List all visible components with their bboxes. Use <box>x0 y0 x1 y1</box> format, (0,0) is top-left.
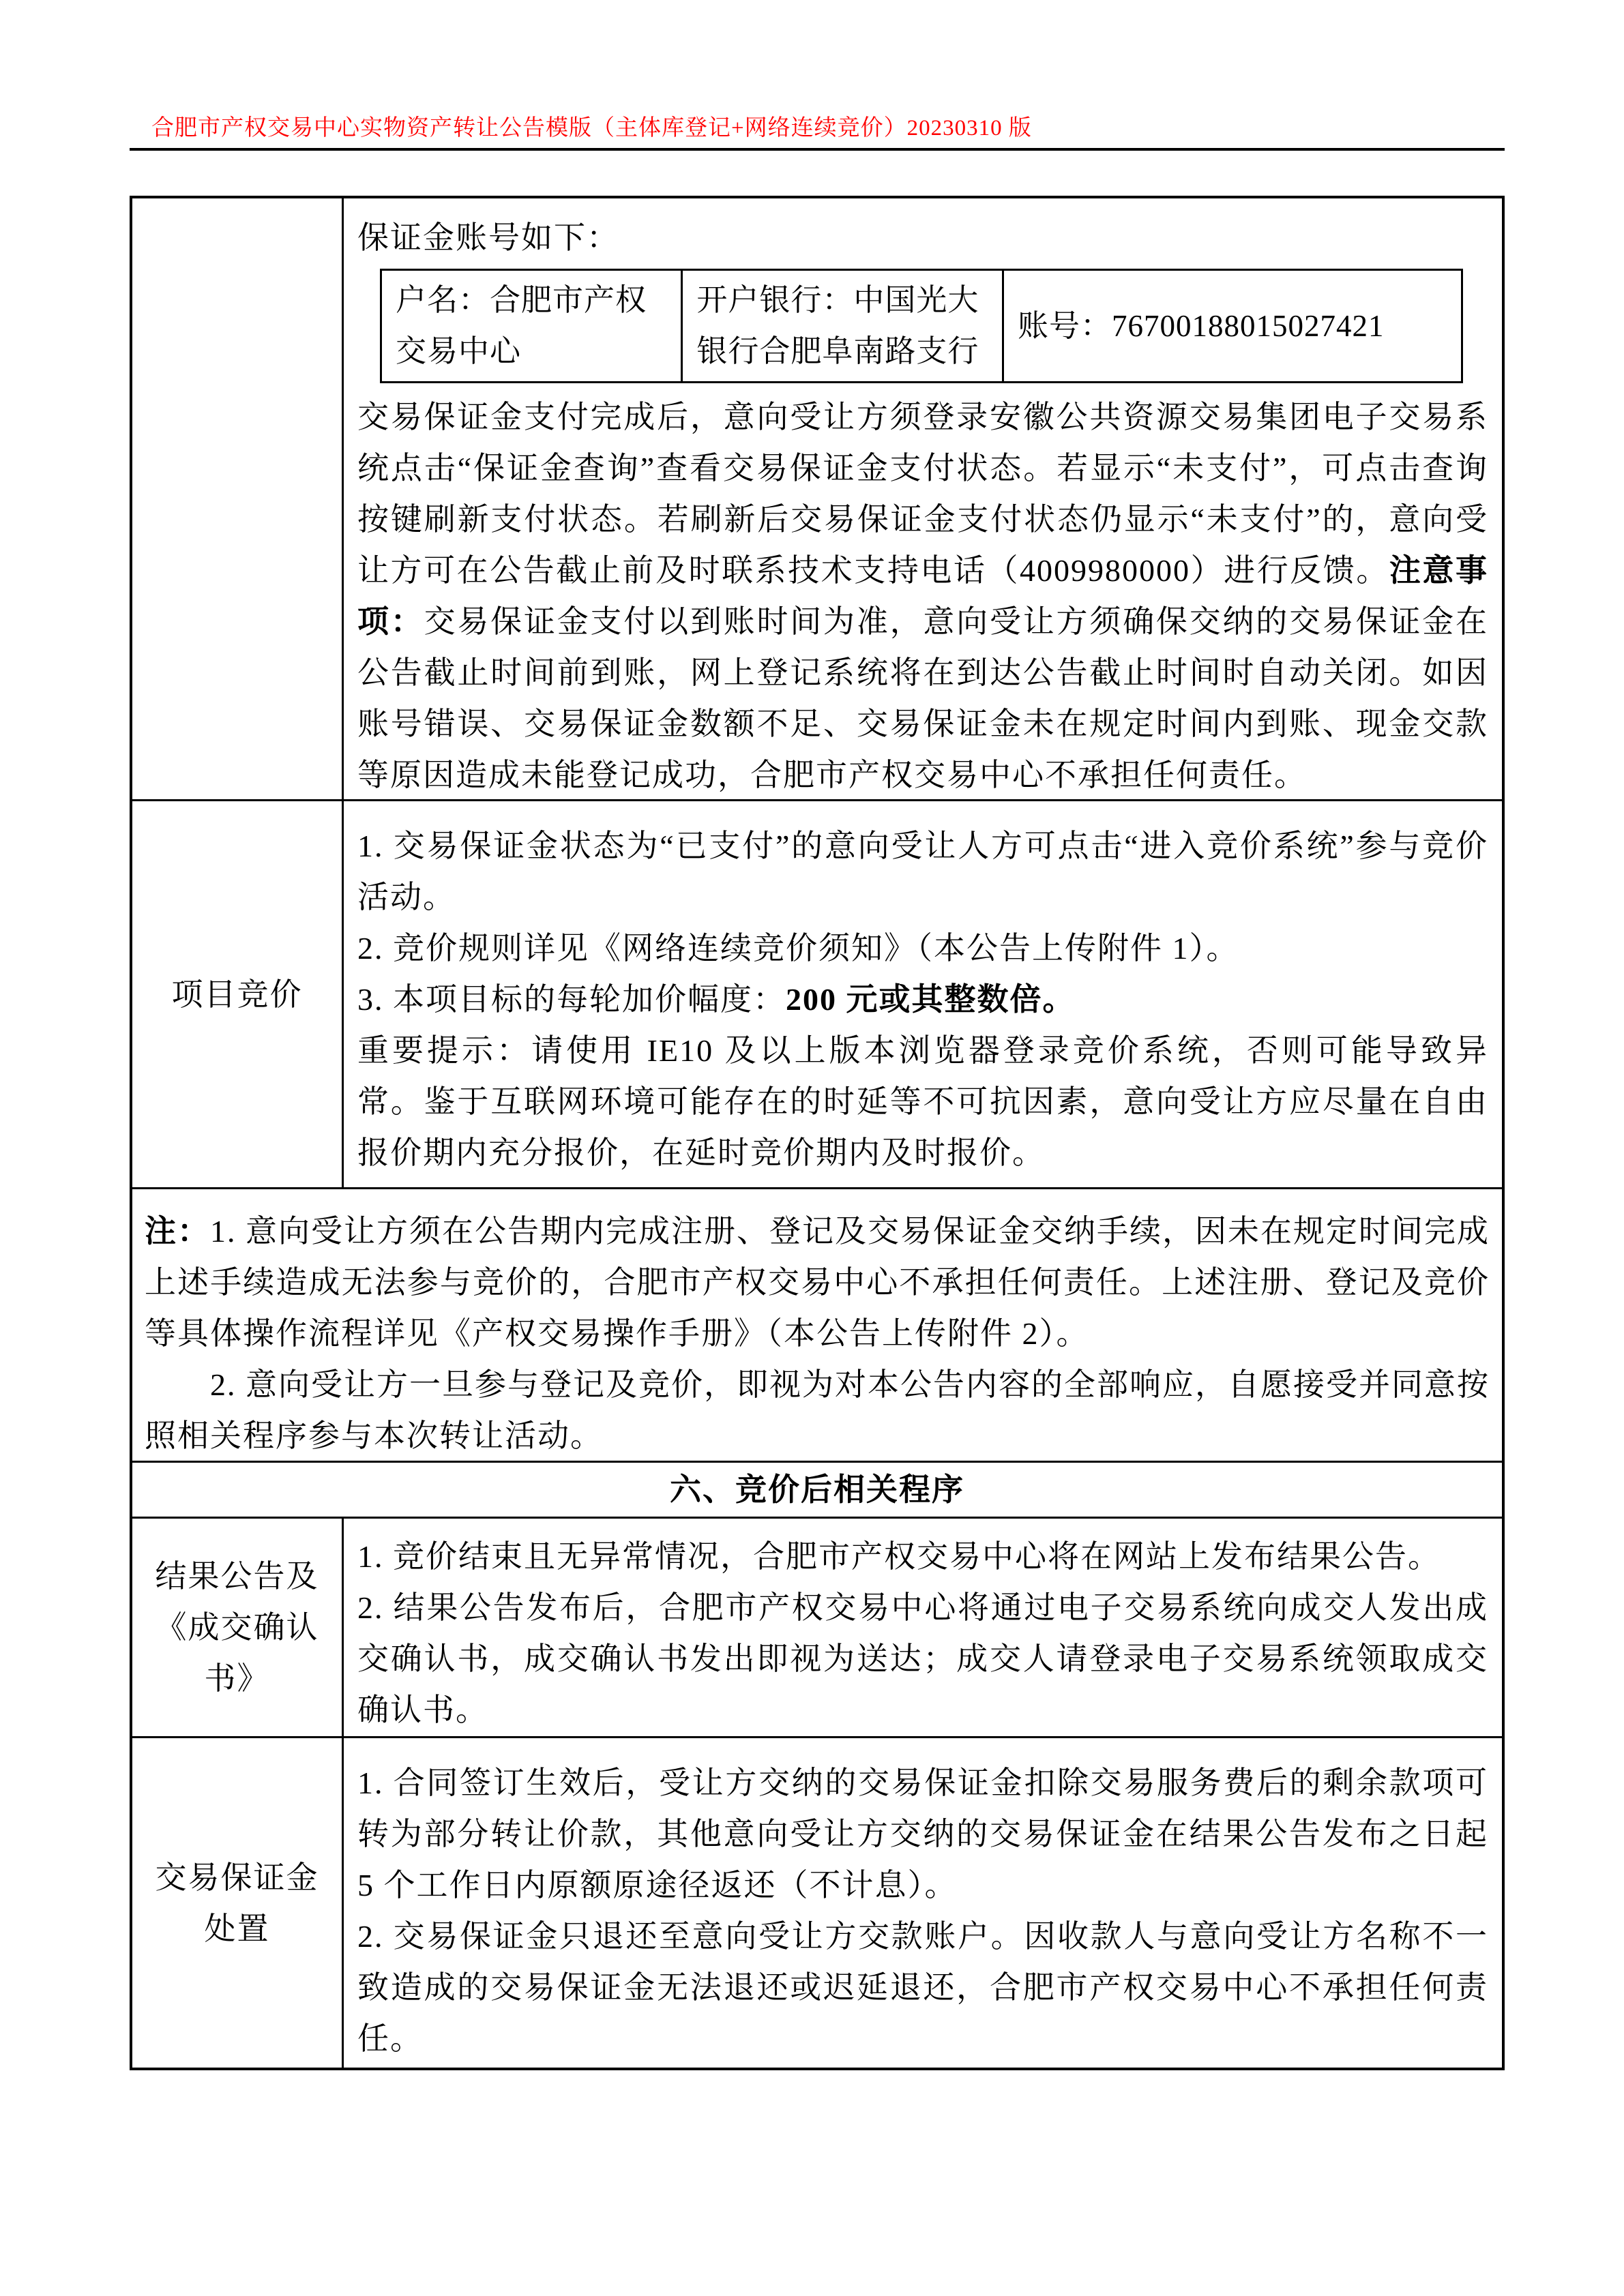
bidding-item-3-increment: 200 元或其整数倍。 <box>786 982 1076 1017</box>
row-deposit-disposal-header <box>132 1738 344 2068</box>
row-deposit-account <box>132 198 1502 799</box>
row-deposit-disposal-content <box>344 1738 1502 2068</box>
disposal-header-line-1: 交易保证金 <box>155 1860 319 1895</box>
result-item-1: 1. 竞价结束且无异常情况，合肥市产权交易中心将在网站上发布结果公告。 <box>357 1539 1441 1574</box>
row-project-bidding-header <box>132 801 344 1187</box>
note-paragraph-2: 2. 意向受让方一旦参与登记及竞价，即视为对本公告内容的全部响应，自愿接受并同意按照相关程序参与本次转让活动。 <box>145 1367 1490 1453</box>
bank-account-bank-cell: 开户银行：中国光大银行合肥阜南路支行 <box>682 270 1003 383</box>
announcement-table <box>130 196 1505 2070</box>
note-label: 注： <box>145 1214 210 1249</box>
row-section-heading <box>132 1461 1502 1517</box>
document-header-title: 合肥市产权交易中心实物资产转让公告模版（主体库登记+网络连续竞价）20230310 版 <box>151 116 1032 140</box>
disposal-header-line-2: 处置 <box>204 1911 270 1946</box>
result-header-line-1: 结果公告及 <box>155 1559 319 1594</box>
bank-account-holder-cell: 户名：合肥市产权交易中心 <box>381 270 682 383</box>
bidding-item-2: 2. 竞价规则详见《网络连续竞价须知》（本公告上传附件 1）。 <box>357 931 1239 966</box>
row-deposit-disposal <box>132 1736 1502 2068</box>
bank-account-table-row <box>381 270 1462 383</box>
row-result-announcement-content <box>344 1519 1502 1736</box>
result-item-2: 2. 结果公告发布后，合肥市产权交易中心将通过电子交易系统向成交人发出成交确认书，成交确认书发出即视为送达；成交人请登录电子交易系统领取成交确认书。 <box>357 1590 1488 1727</box>
row-deposit-account-header-empty <box>132 198 344 801</box>
result-header-line-2: 《成交确认 <box>155 1610 319 1645</box>
bank-account-number-cell: 账号：76700188015027421 <box>1003 270 1462 383</box>
bidding-item-1: 1. 交易保证金状态为“已支付”的意向受让人方可点击“进入竞价系统”参与竞价活动。 <box>357 829 1488 914</box>
bank-account-table <box>380 269 1463 383</box>
note-text-1: 1. 意向受让方须在公告期内完成注册、登记及交易保证金交纳手续，因未在规定时间完成上述手续造成无法参与竞价的，合肥市产权交易中心不承担任何责任。上述注册、登记及竞价等具体操作流程详见《产权交易操作手册》（本公告上传附件 2）。 <box>145 1214 1490 1351</box>
row-note <box>132 1187 1502 1461</box>
deposit-payment-text: 交易保证金支付完成后，意向受让方须登录安徽公共资源交易集团电子交易系统点击“保证金查询”查看交易保证金支付状态。若显示“未支付”，可点击查询按键刷新支付状态。若刷新后交易保证金支付状态仍显示“未支付”的，意向受让方可在公告截止前及时联系技术支持电话（4009980000）进行反馈。 <box>357 400 1488 588</box>
deposit-notice-label: 注意事项： <box>357 553 1489 639</box>
header-rule <box>130 148 1505 151</box>
note-paragraph-1 <box>145 1206 1490 1359</box>
bidding-item-3-prefix: 3. 本项目标的每轮加价幅度： <box>357 982 786 1017</box>
deposit-account-intro: 保证金账号如下： <box>357 220 619 255</box>
row-deposit-account-content <box>344 198 1502 801</box>
deposit-payment-paragraph <box>357 391 1488 801</box>
disposal-item-1: 1. 合同签订生效后，受让方交纳的交易保证金扣除交易服务费后的剩余款项可转为部分转让价款，其他意向受让方交纳的交易保证金在结果公告发布之日起 5 个工作日内原额原途径返还（不计息）。 <box>357 1765 1488 1903</box>
row-project-bidding-header-label: 项目竞价 <box>171 976 303 1012</box>
deposit-notice-text: 交易保证金支付以到账时间为准，意向受让方须确保交纳的交易保证金在公告截止时间前到账，网上登记系统将在到达公告截止时间时自动关闭。如因账号错误、交易保证金数额不足、交易保证金未在规定时间内到账、现金交款等原因造成未能登记成功，合肥市产权交易中心不承担任何责任。 <box>357 604 1489 792</box>
row-result-announcement-header <box>132 1519 344 1736</box>
result-header-line-3: 书》 <box>204 1661 270 1696</box>
row-result-announcement <box>132 1517 1502 1736</box>
row-project-bidding-content <box>344 801 1502 1187</box>
row-project-bidding <box>132 799 1502 1187</box>
disposal-item-2: 2. 交易保证金只退还至意向受让方交款账户。因收款人与意向受让方名称不一致造成的交易保证金无法退还或迟延退还，合肥市产权交易中心不承担任何责任。 <box>357 1919 1488 2056</box>
bidding-item-3 <box>357 974 1488 1025</box>
section-heading-title: 六、竞价后相关程序 <box>670 1472 964 1507</box>
bidding-important-tip: 重要提示：请使用 IE10 及以上版本浏览器登录竞价系统，否则可能导致异常。鉴于互联网环境可能存在的时延等不可抗因素，意向受让方应尽量在自由报价期内充分报价，在延时竞价期内及时报价。 <box>357 1033 1488 1170</box>
